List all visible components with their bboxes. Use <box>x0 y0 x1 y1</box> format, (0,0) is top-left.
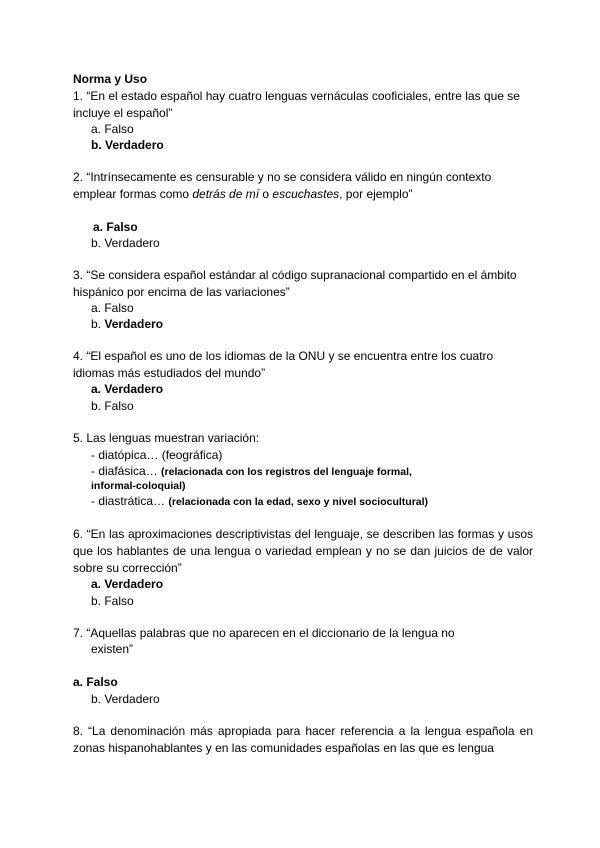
q2-option-b: b. Verdadero <box>91 236 160 250</box>
q5-item-3-pre: - diastrática… <box>91 494 169 508</box>
question-3: 3. “Se considera español estándar al código supranacional compartido en el ámbito hispánico por encima de las variaciones” <box>73 268 517 299</box>
q4-option-b: b. Falso <box>91 399 134 413</box>
q7-option-a: a. Falso <box>73 675 118 689</box>
question-8: 8. “La denominación más apropiada para hacer referencia a la lengua española en zonas hispanohablantes y en las comunidades españolas en las que es lengua <box>73 724 533 755</box>
q5-item-1: - diatópica… (feográfica) <box>91 448 223 462</box>
q5-item-2-bold-cont: informal-coloquial) <box>91 480 186 492</box>
question-7-line-2: existen” <box>91 642 134 656</box>
question-4: 4. “El español es uno de los idiomas de la ONU y se encuentra entre los cuatro idiomas más estudiados del mundo” <box>73 349 494 380</box>
q5-item-2-bold: (relacionada con los registros del lenguaje formal, <box>161 466 412 478</box>
q3-option-b-label: b. <box>91 317 102 331</box>
question-1: 1. “En el estado español hay cuatro lenguas vernáculas cooficiales, entre las que se incluye el español” <box>73 89 520 120</box>
q6-option-b: b. Falso <box>91 594 134 608</box>
q2-text-post: , por ejemplo” <box>339 187 413 201</box>
question-5: 5. Las lenguas muestran variación: <box>73 431 260 445</box>
q3-option-b-text: Verdadero <box>104 317 164 331</box>
q3-option-a: a. Falso <box>91 301 134 315</box>
q1-option-b: b. Verdadero <box>91 138 164 152</box>
page-title: Norma y Uso <box>73 72 148 86</box>
q5-item-3 <box>91 493 511 511</box>
q3-option-b <box>91 316 163 333</box>
q2-italic-2: escuchastes <box>272 187 340 201</box>
q1-option-a: a. Falso <box>91 122 134 136</box>
question-7-line-1: 7. “Aquellas palabras que no aparecen en el diccionario de la lengua no <box>73 626 455 640</box>
q6-option-a: a. Verdadero <box>91 577 164 591</box>
q5-item-3-bold: (relacionada con la edad, sexo y nivel sociocultural) <box>168 496 429 508</box>
q2-text-pre: 2. “Intrínsecamente es censurable y no se considera válido en ningún contexto emplear formas como <box>73 170 492 201</box>
question-6: 6. “En las aproximaciones descriptivistas del lenguaje, se describen las formas y usos que los hablantes de una lengua o variedad emplean y no se dan juicios de de valor sobre su corrección” <box>73 527 533 575</box>
q2-option-a: a. Falso <box>93 220 138 234</box>
q4-option-a: a. Verdadero <box>91 382 164 396</box>
q5-item-2-pre: - diafásica… <box>91 464 162 478</box>
question-2 <box>73 169 533 203</box>
q2-italic-1: detrás de mí <box>192 187 260 201</box>
q2-text-mid: o <box>259 187 273 201</box>
q7-option-b: b. Verdadero <box>91 692 160 706</box>
